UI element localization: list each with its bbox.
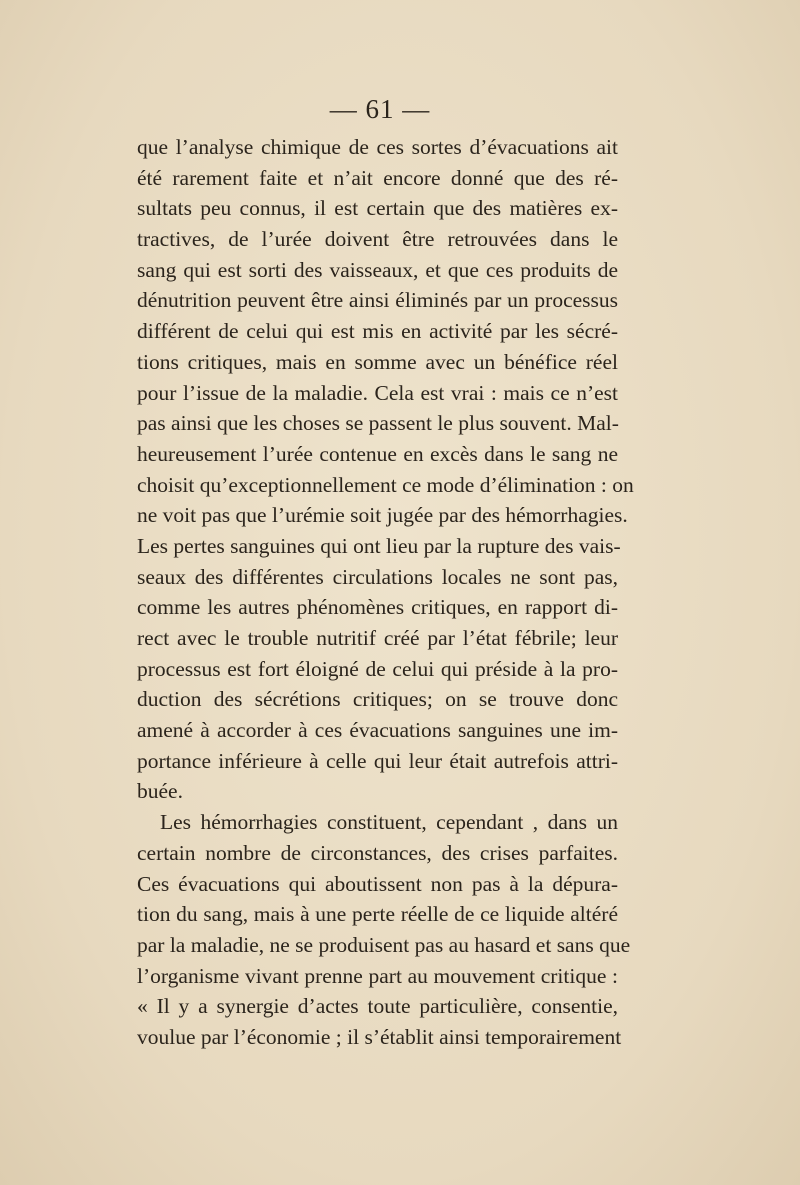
text-line: Les hémorrhagies constituent, cependant , dans un [160, 810, 618, 835]
text-line: l’organisme vivant prenne part au mouvement critique : [137, 963, 618, 988]
text-line: pour l’issue de la maladie. Cela est vrai : mais ce n’est [137, 380, 618, 405]
text-line: Ces évacuations qui aboutissent non pas à la dépura- [137, 871, 618, 896]
text-line: pas ainsi que les choses se passent le plus souvent. Mal- [137, 411, 619, 436]
text-line: amené à accorder à ces évacuations sanguines une im- [137, 718, 618, 743]
text-line: seaux des différentes circulations locales ne sont pas, [137, 564, 618, 589]
text-line: différent de celui qui est mis en activité par les sécré- [137, 319, 618, 344]
text-line: portance inférieure à celle qui leur était autrefois attri- [137, 748, 618, 773]
text-line: tions critiques, mais en somme avec un bénéfice réel [137, 349, 618, 374]
text-line: processus est fort éloigné de celui qui préside à la pro- [137, 656, 618, 681]
text-line: « Il y a synergie d’actes toute particulière, consentie, [137, 994, 618, 1019]
text-line: ne voit pas que l’urémie soit jugée par des hémorrhagies. [137, 503, 628, 528]
page-number: — 61 — [329, 94, 431, 124]
text-line: été rarement faite et n’ait encore donné que des ré- [137, 165, 618, 190]
text-line: par la maladie, ne se produisent pas au hasard et sans que [137, 932, 631, 957]
text-line: dénutrition peuvent être ainsi éliminés par un processus [137, 288, 618, 313]
text-line: duction des sécrétions critiques; on se trouve donc [137, 687, 618, 712]
body-text [137, 132, 634, 1053]
text-line: Les pertes sanguines qui ont lieu par la rupture des vais- [137, 533, 621, 558]
text-line: rect avec le trouble nutritif créé par l’état fébrile; leur [137, 626, 618, 650]
text-line: sultats peu connus, il est certain que des matières ex- [137, 196, 618, 221]
text-line: comme les autres phénomènes critiques, en rapport di- [137, 595, 618, 620]
text-line: sang qui est sorti des vaisseaux, et que ces produits de [137, 257, 618, 282]
text-line: heureusement l’urée contenue en excès dans le sang ne [137, 441, 618, 466]
text-line: buée. [137, 779, 183, 804]
text-line: choisit qu’exceptionnellement ce mode d’élimination : on [137, 472, 634, 497]
text-line: tractives, de l’urée doivent être retrouvées dans le [137, 227, 618, 252]
text-line: certain nombre de circonstances, des crises parfaites. [137, 840, 618, 865]
text-line: voulue par l’économie ; il s’établit ainsi temporairement [137, 1024, 622, 1049]
text-line: tion du sang, mais à une perte réelle de ce liquide altéré [137, 902, 618, 927]
text-line: que l’analyse chimique de ces sortes d’évacuations ait [137, 135, 618, 159]
